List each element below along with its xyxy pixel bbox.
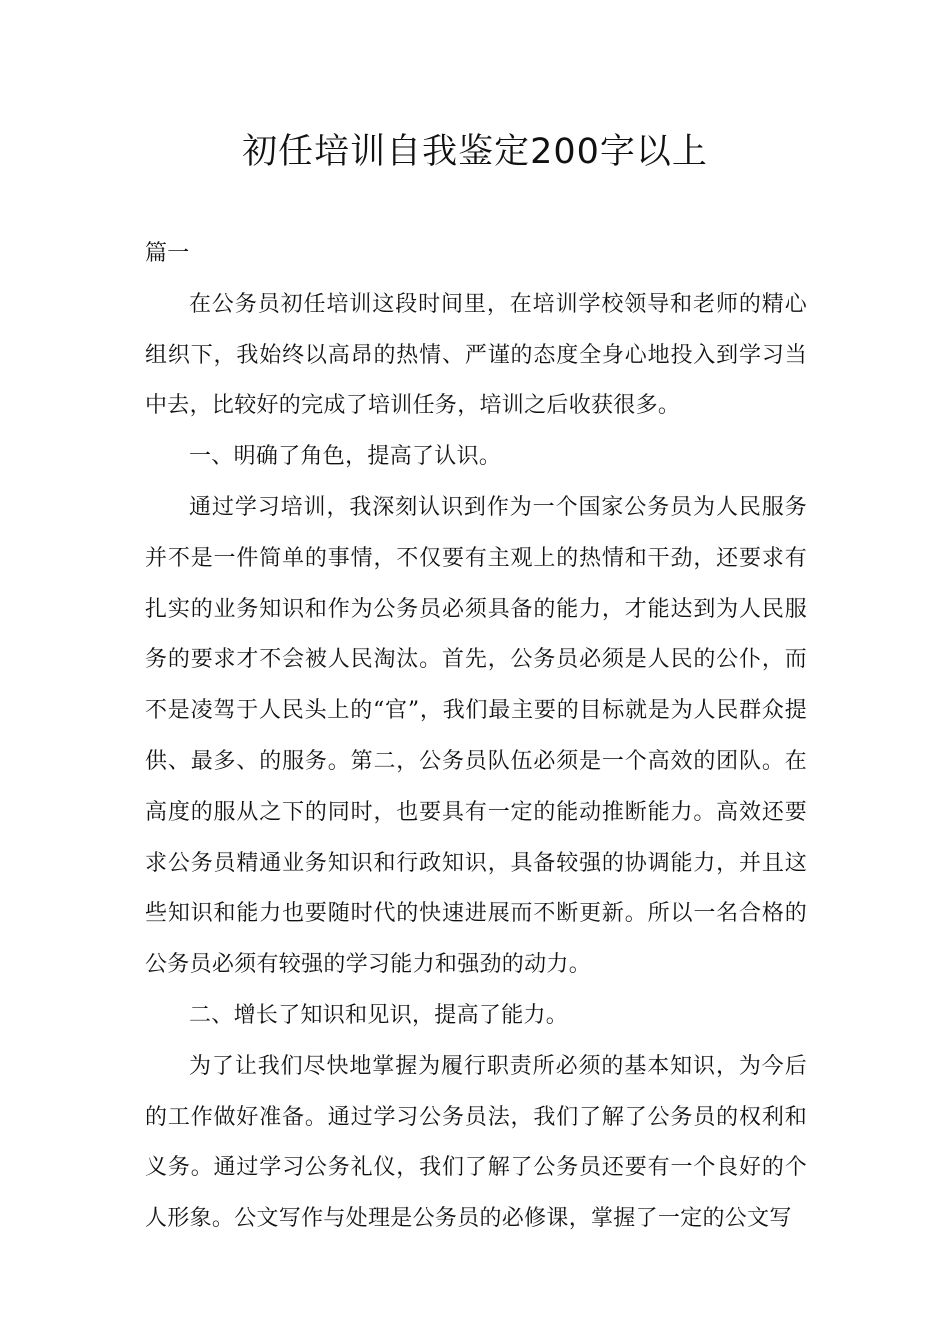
paragraph-two: 为了让我们尽快地掌握为履行职责所必须的基本知识，为今后的工作做好准备。通过学习公务员法，我们了解了公务员的权利和义务。通过学习公务礼仪，我们了解了公务员还要有一个良好的个人形象。公文写作与处理是公务员的必修课，掌握了一定的公文写 (145, 1053, 807, 1232)
document-body (145, 229, 807, 1245)
heading-one: 一、明确了角色，提高了认识。 (189, 444, 502, 470)
document-title: 初任培训自我鉴定200字以上 (242, 132, 708, 172)
heading-two: 二、增长了知识和见识，提高了能力。 (189, 1002, 569, 1028)
paragraph-intro: 在公务员初任培训这段时间里，在培训学校领导和老师的精心组织下，我始终以高昂的热情、严谨的态度全身心地投入到学习当中去，比较好的完成了培训任务，培训之后收获很多。 (145, 291, 807, 419)
section-label: 篇一 (145, 241, 190, 266)
paragraph-one: 通过学习培训，我深刻认识到作为一个国家公务员为人民服务并不是一件简单的事情，不仅要有主观上的热情和干劲，还要求有扎实的业务知识和作为公务员必须具备的能力，才能达到为人民服务的要求才不会被人民淘汰。首先，公务员必须是人民的公仆，而不是凌驾于人民头上的“官”，我们最主要的目标就是为人民群众提供、最多、的服务。第二，公务员队伍必须是一个高效的团队。在高度的服从之下的同时，也要具有一定的能动推断能力。高效还要求公务员精通业务知识和行政知识，具备较强的协调能力，并且这些知识和能力也要随时代的快速进展而不断更新。所以一名合格的公务员必须有较强的学习能力和强劲的动力。 (145, 494, 807, 978)
